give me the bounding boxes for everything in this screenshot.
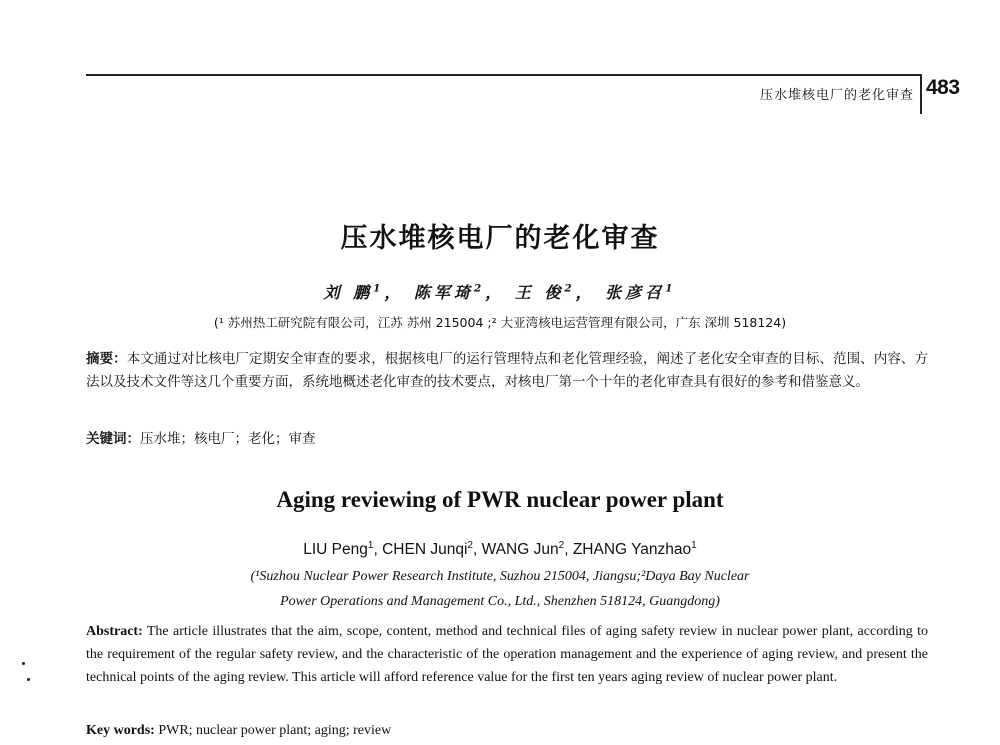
author-affiliation-mark: 1 bbox=[367, 539, 374, 551]
chinese-authors: 刘 鹏$^1$， 陈军琦$^2$， 王 俊$^2$， 张彦召$^1$ bbox=[323, 282, 677, 302]
author-affiliation-mark: 1 bbox=[691, 539, 697, 551]
scan-speck bbox=[22, 662, 25, 665]
chinese-author: 刘 鹏 bbox=[323, 283, 374, 302]
author-affiliation-mark: 2 bbox=[473, 282, 486, 295]
abstract-label: 摘要： bbox=[86, 351, 127, 367]
english-author: CHEN Junqi bbox=[382, 541, 468, 558]
page-number: 483 bbox=[926, 76, 960, 99]
keywords-label: Key words: bbox=[86, 723, 155, 738]
author-affiliation-mark: 1 bbox=[373, 282, 385, 295]
chinese-title: 压水堆核电厂的老化审查 bbox=[340, 223, 660, 254]
english-affiliation-line2: Power Operations and Management Co., Ltd., Shenzhen 518124, Guangdong) bbox=[280, 594, 720, 609]
english-keywords bbox=[86, 723, 928, 739]
chinese-affiliation: (¹ 苏州热工研究院有限公司，江苏 苏州 215004 ;² 大亚湾核电运营管理有限公司，广东 深圳 518124) bbox=[213, 315, 787, 330]
header-page-divider bbox=[920, 74, 922, 114]
english-abstract bbox=[86, 620, 928, 689]
chinese-author: 张彦召 bbox=[605, 283, 666, 302]
abstract-text: 本文通过对比核电厂定期安全审查的要求，根据核电厂的运行管理特点和老化管理经验，阐述了老化安全审查的目标、范围、内容、方法以及技术文件等这几个重要方面，系统地概述老化审查的技术要点，对核电厂第一个十年的老化审查具有很好的参考和借鉴意义。 bbox=[86, 351, 929, 390]
keywords-label: 关键词： bbox=[86, 431, 140, 447]
english-author: WANG Jun bbox=[481, 541, 559, 558]
chinese-author: 陈军琦 bbox=[413, 283, 474, 302]
chinese-abstract bbox=[86, 348, 928, 394]
author-affiliation-mark: 2 bbox=[558, 539, 565, 551]
author-affiliation-mark: 2 bbox=[564, 282, 576, 295]
running-title: 压水堆核电厂的老化审查 bbox=[759, 88, 914, 103]
keywords-text: 压水堆；核电厂；老化；审查 bbox=[140, 431, 316, 447]
keywords-text: PWR; nuclear power plant; aging; review bbox=[158, 723, 392, 738]
english-authors: LIU Peng$^1$, CHEN Junqi$^2$, WANG Jun$^2$, ZHANG Yanzhao$^1$ bbox=[303, 539, 697, 558]
english-affiliation-line1: (¹Suzhou Nuclear Power Research Institute, Suzhou 215004, Jiangsu;²Daya Bay Nuclear bbox=[250, 569, 750, 584]
english-author: ZHANG Yanzhao bbox=[572, 541, 692, 558]
author-affiliation-mark: 2 bbox=[467, 539, 473, 551]
chinese-author: 王 俊 bbox=[514, 283, 565, 302]
abstract-text: The article illustrates that the aim, scope, content, method and technical files of aging safety review in nuclear power plant, according to the requirement of the regular safety review, and the characteristic of the operation management and the experience of aging review, and present the technical points of the aging review. This article will afford reference value for the first ten years aging review of nuclear power plant. bbox=[86, 624, 929, 685]
chinese-keywords bbox=[86, 427, 928, 447]
abstract-label: Abstract: bbox=[86, 624, 143, 639]
english-author: LIU Peng bbox=[303, 541, 368, 558]
header-rule bbox=[86, 74, 920, 76]
english-title: Aging reviewing of PWR nuclear power plant bbox=[276, 487, 724, 512]
scan-speck bbox=[27, 678, 30, 681]
author-affiliation-mark: 1 bbox=[665, 282, 677, 295]
